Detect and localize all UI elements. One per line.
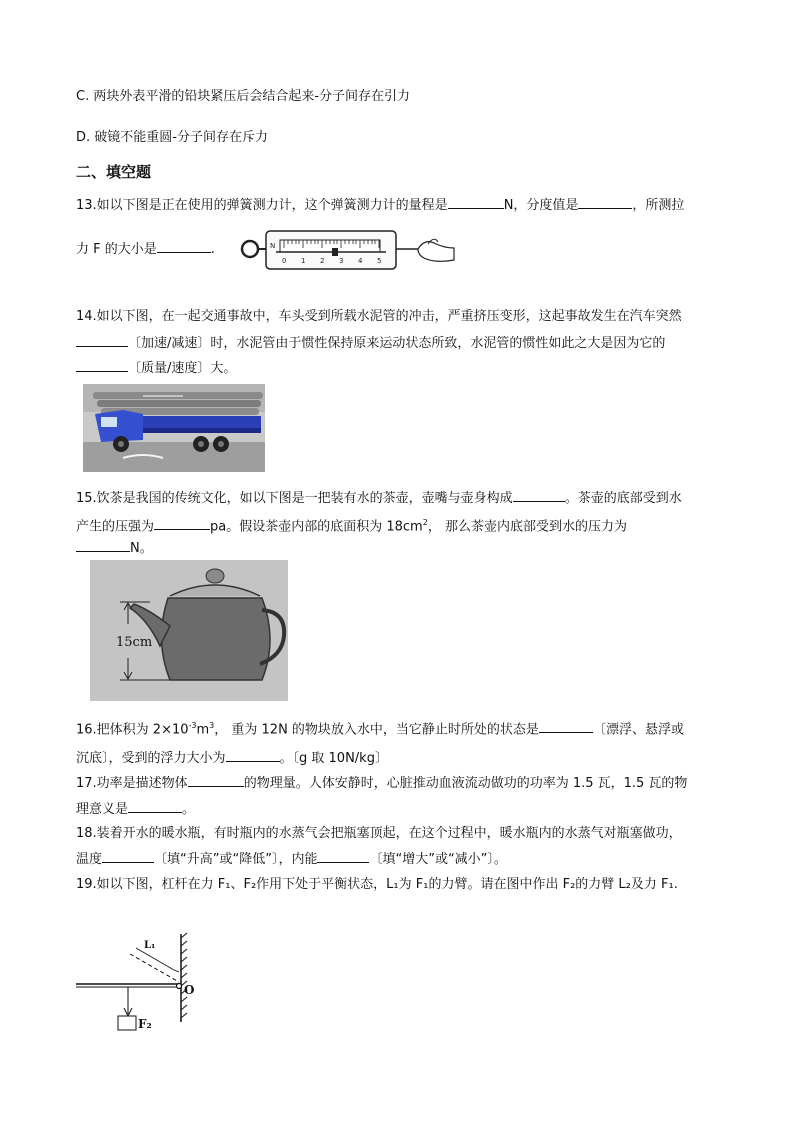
blank[interactable]	[513, 489, 565, 502]
blank[interactable]	[448, 196, 504, 209]
question-13-line1: 13.如以下图是正在使用的弹簧测力计，这个弹簧测力计的量程是 N，分度值是 ，所测拉	[76, 198, 685, 213]
blank[interactable]	[226, 749, 280, 762]
section-title: 二、填空题	[76, 163, 152, 181]
label-o: O	[184, 983, 195, 997]
label-l1: L₁	[144, 940, 156, 951]
question-15-line2: 产生的压强为 pa。假设茶壶内部的底面积为 $18cm^2$， 那么茶壶内底部受到水的压力为	[76, 518, 627, 535]
question-14-line1: 14.如以下图，在一起交通事故中，车头受到所载水泥管的冲击，严重挤压变形，这起事故发生在汽车突然	[76, 309, 682, 324]
spring-scale-figure	[236, 226, 458, 276]
scale-number: 1	[301, 257, 306, 265]
blank[interactable]	[188, 774, 244, 787]
scale-number: 2	[320, 257, 325, 265]
question-16-line1: 16.把体积为 $2\times 10^{-3}m^3$， 重为 12N 的物块放入水中，当它静止时所处的状态是 〔漂浮、悬浮或	[76, 721, 684, 738]
blank[interactable]	[76, 359, 128, 372]
question-17-line2: 理意义是 。	[76, 802, 196, 817]
teapot-photo	[90, 560, 288, 701]
truck-accident-photo	[83, 384, 265, 472]
scale-number: 3	[339, 257, 344, 265]
blank[interactable]	[102, 850, 154, 863]
scale-unit: N	[270, 242, 276, 250]
question-14-line2: 〔加速/减速〕时，水泥管由于惯性保持原来运动状态所致，水泥管的惯性如此之大是因为它的	[76, 334, 665, 353]
scale-number: 0	[282, 257, 287, 265]
question-17-line1: 17.功率是描述物体 的物理量。人体安静时，心脏推动血液流动做功的功率为 1.5 瓦，1.5 瓦的物	[76, 776, 688, 791]
label-f2: F₂	[138, 1017, 152, 1031]
blank[interactable]	[317, 850, 369, 863]
question-13-line2: 力 F 的大小是 .	[76, 242, 215, 257]
blank[interactable]	[76, 539, 130, 552]
blank[interactable]	[128, 800, 182, 813]
question-18-line1: 18.装着开水的暖水瓶，有时瓶内的水蒸气会把瓶塞顶起，在这个过程中，暖水瓶内的水蒸气对瓶塞做功，	[76, 826, 682, 841]
question-14-line3: 〔质量/速度〕大。	[76, 359, 236, 378]
scale-number: 4	[358, 257, 363, 265]
blank[interactable]	[539, 720, 593, 733]
blank[interactable]	[76, 334, 128, 347]
scale-number: 5	[377, 257, 382, 265]
question-19-text: 19.如以下图，杠杆在力 F₁、F₂作用下处于平衡状态，L₁为 F₁的力臂。请在图中作出 F₂的力臂 L₂及力 F₁.	[76, 877, 678, 892]
blank[interactable]	[157, 240, 211, 253]
blank[interactable]	[578, 196, 632, 209]
question-18-line2: 温度 〔填“升高”或“降低”〕，内能 〔填“增大”或“减小”〕。	[76, 852, 507, 867]
height-label: 15cm	[116, 635, 153, 650]
blank[interactable]	[154, 517, 210, 530]
question-15-line3: N。	[76, 539, 153, 558]
question-15-line1: 15.饮茶是我国的传统文化，如以下图是一把装有水的茶壶，壶嘴与壶身构成 。茶壶的底部受到水	[76, 491, 682, 506]
question-16-line2: 沉底〕，受到的浮力大小为 。〔g 取 10N/kg〕	[76, 751, 388, 766]
lever-diagram	[72, 932, 202, 1042]
option-c: C. 两块外表平滑的铅块紧压后会结合起来-分子间存在引力	[76, 89, 411, 104]
option-d: D. 破镜不能重圆-分子间存在斥力	[76, 130, 268, 145]
